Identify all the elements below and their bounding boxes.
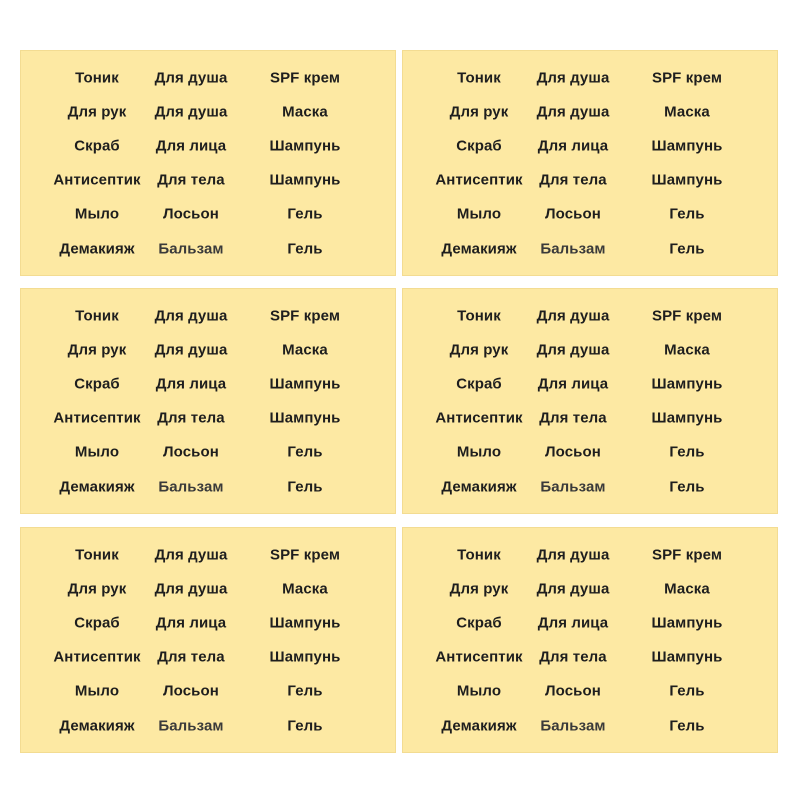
sticker-label: Мыло bbox=[74, 205, 120, 223]
sticker-label: Для рук bbox=[67, 103, 127, 121]
sticker-label: Для лица bbox=[537, 614, 609, 632]
sticker-label: Шампунь bbox=[269, 648, 341, 666]
sticker-label: Для рук bbox=[449, 103, 509, 121]
sticker-label: Тоник bbox=[75, 307, 119, 325]
sticker-label: Бальзам bbox=[540, 240, 606, 258]
sticker-label: Скраб bbox=[456, 137, 502, 155]
sticker-label: Антисептик bbox=[53, 171, 141, 189]
sticker-label: Антисептик bbox=[435, 171, 523, 189]
sticker-label: Для тела bbox=[539, 171, 607, 189]
sticker-label: Гель bbox=[287, 205, 323, 223]
sticker-label: Шампунь bbox=[651, 648, 723, 666]
sticker-label: Бальзам bbox=[540, 478, 606, 496]
sticker-label: Скраб bbox=[456, 375, 502, 393]
sticker-label: Шампунь bbox=[269, 614, 341, 632]
sticker-label: Тоник bbox=[457, 307, 501, 325]
sticker-label: Для рук bbox=[67, 580, 127, 598]
sticker-label: SPF крем bbox=[651, 69, 723, 87]
sticker-label: SPF крем bbox=[269, 69, 341, 87]
sticker-label: Лосьон bbox=[163, 205, 219, 223]
sticker-label: Гель bbox=[287, 682, 323, 700]
sticker-label: Маска bbox=[664, 103, 710, 121]
sticker-label: Шампунь bbox=[651, 375, 723, 393]
sticker-label: Шампунь bbox=[651, 137, 723, 155]
sticker-label: Для душа bbox=[536, 580, 610, 598]
sticker-label: Гель bbox=[669, 443, 705, 461]
sticker-label: Шампунь bbox=[651, 614, 723, 632]
sticker-label: Для рук bbox=[449, 580, 509, 598]
sticker-label: Демакияж bbox=[59, 478, 135, 496]
sticker-label: Для лица bbox=[155, 614, 227, 632]
sticker-label: Гель bbox=[669, 240, 705, 258]
sticker-label: Скраб bbox=[456, 614, 502, 632]
sticker-label: SPF крем bbox=[651, 546, 723, 564]
sticker-label: Мыло bbox=[456, 205, 502, 223]
sticker-label: Шампунь bbox=[269, 171, 341, 189]
sticker-label: Антисептик bbox=[435, 648, 523, 666]
sticker-label: Шампунь bbox=[269, 137, 341, 155]
sticker-label: Антисептик bbox=[435, 409, 523, 427]
sticker-label: Для душа bbox=[154, 580, 228, 598]
sticker-label: Для душа bbox=[536, 546, 610, 564]
sticker-label: Шампунь bbox=[269, 409, 341, 427]
sticker-label: Гель bbox=[287, 717, 323, 735]
sticker-label: Для душа bbox=[154, 546, 228, 564]
sticker-label: Демакияж bbox=[441, 717, 517, 735]
sticker-label: Тоник bbox=[457, 69, 501, 87]
sticker-label: Для тела bbox=[539, 409, 607, 427]
sticker-label: SPF крем bbox=[269, 546, 341, 564]
sticker-label: Гель bbox=[287, 478, 323, 496]
sticker-label: Для душа bbox=[154, 307, 228, 325]
sticker-label: Шампунь bbox=[651, 171, 723, 189]
sticker-label: Скраб bbox=[74, 137, 120, 155]
sticker-label: Маска bbox=[664, 580, 710, 598]
sticker-label: Для лица bbox=[155, 137, 227, 155]
sticker-label: Демакияж bbox=[59, 717, 135, 735]
sticker-label: Тоник bbox=[75, 69, 119, 87]
sticker-label: Скраб bbox=[74, 614, 120, 632]
sticker-label: Лосьон bbox=[545, 205, 601, 223]
sticker-label: Гель bbox=[287, 443, 323, 461]
sticker-label: Для тела bbox=[157, 171, 225, 189]
sticker-label: SPF крем bbox=[651, 307, 723, 325]
sticker-label: Антисептик bbox=[53, 409, 141, 427]
sticker-label: Лосьон bbox=[545, 682, 601, 700]
sticker-sheet bbox=[402, 288, 778, 514]
sticker-label: SPF крем bbox=[269, 307, 341, 325]
sticker-label: Шампунь bbox=[269, 375, 341, 393]
sticker-label: Для душа bbox=[536, 341, 610, 359]
sticker-sheet bbox=[402, 50, 778, 276]
sticker-label: Тоник bbox=[75, 546, 119, 564]
sticker-label: Мыло bbox=[456, 682, 502, 700]
sticker-label: Демакияж bbox=[59, 240, 135, 258]
sticker-label: Гель bbox=[669, 478, 705, 496]
sticker-label: Для лица bbox=[537, 137, 609, 155]
sticker-label: Гель bbox=[669, 682, 705, 700]
sticker-label: Бальзам bbox=[540, 717, 606, 735]
sticker-label: Для душа bbox=[154, 341, 228, 359]
sticker-label: Для душа bbox=[154, 103, 228, 121]
sticker-label: Тоник bbox=[457, 546, 501, 564]
sticker-label: Для душа bbox=[536, 307, 610, 325]
sticker-label: Гель bbox=[669, 717, 705, 735]
sticker-label: Гель bbox=[287, 240, 323, 258]
sticker-label: Маска bbox=[282, 103, 328, 121]
sticker-label: Для лица bbox=[155, 375, 227, 393]
sticker-label: Для душа bbox=[536, 69, 610, 87]
sticker-label: Демакияж bbox=[441, 478, 517, 496]
sticker-label: Для тела bbox=[157, 648, 225, 666]
sticker-sheet bbox=[20, 50, 396, 276]
sticker-label: Для душа bbox=[536, 103, 610, 121]
sticker-label: Лосьон bbox=[163, 682, 219, 700]
sticker-label: Демакияж bbox=[441, 240, 517, 258]
sticker-label: Для лица bbox=[537, 375, 609, 393]
sticker-label: Шампунь bbox=[651, 409, 723, 427]
sticker-label: Для тела bbox=[539, 648, 607, 666]
sticker-label: Антисептик bbox=[53, 648, 141, 666]
sticker-label: Бальзам bbox=[158, 478, 224, 496]
sticker-label: Мыло bbox=[74, 443, 120, 461]
sticker-label: Лосьон bbox=[545, 443, 601, 461]
sticker-label: Для рук bbox=[449, 341, 509, 359]
sticker-label: Гель bbox=[669, 205, 705, 223]
sticker-label: Лосьон bbox=[163, 443, 219, 461]
sticker-label: Скраб bbox=[74, 375, 120, 393]
sticker-sheet bbox=[20, 288, 396, 514]
sticker-label: Мыло bbox=[74, 682, 120, 700]
sticker-label: Маска bbox=[664, 341, 710, 359]
sticker-label: Маска bbox=[282, 580, 328, 598]
sticker-label: Бальзам bbox=[158, 717, 224, 735]
sticker-label: Для рук bbox=[67, 341, 127, 359]
sticker-label: Бальзам bbox=[158, 240, 224, 258]
sticker-label: Мыло bbox=[456, 443, 502, 461]
sticker-label: Для тела bbox=[157, 409, 225, 427]
sticker-label: Маска bbox=[282, 341, 328, 359]
sticker-label: Для душа bbox=[154, 69, 228, 87]
sticker-sheet bbox=[402, 527, 778, 753]
sticker-sheet bbox=[20, 527, 396, 753]
